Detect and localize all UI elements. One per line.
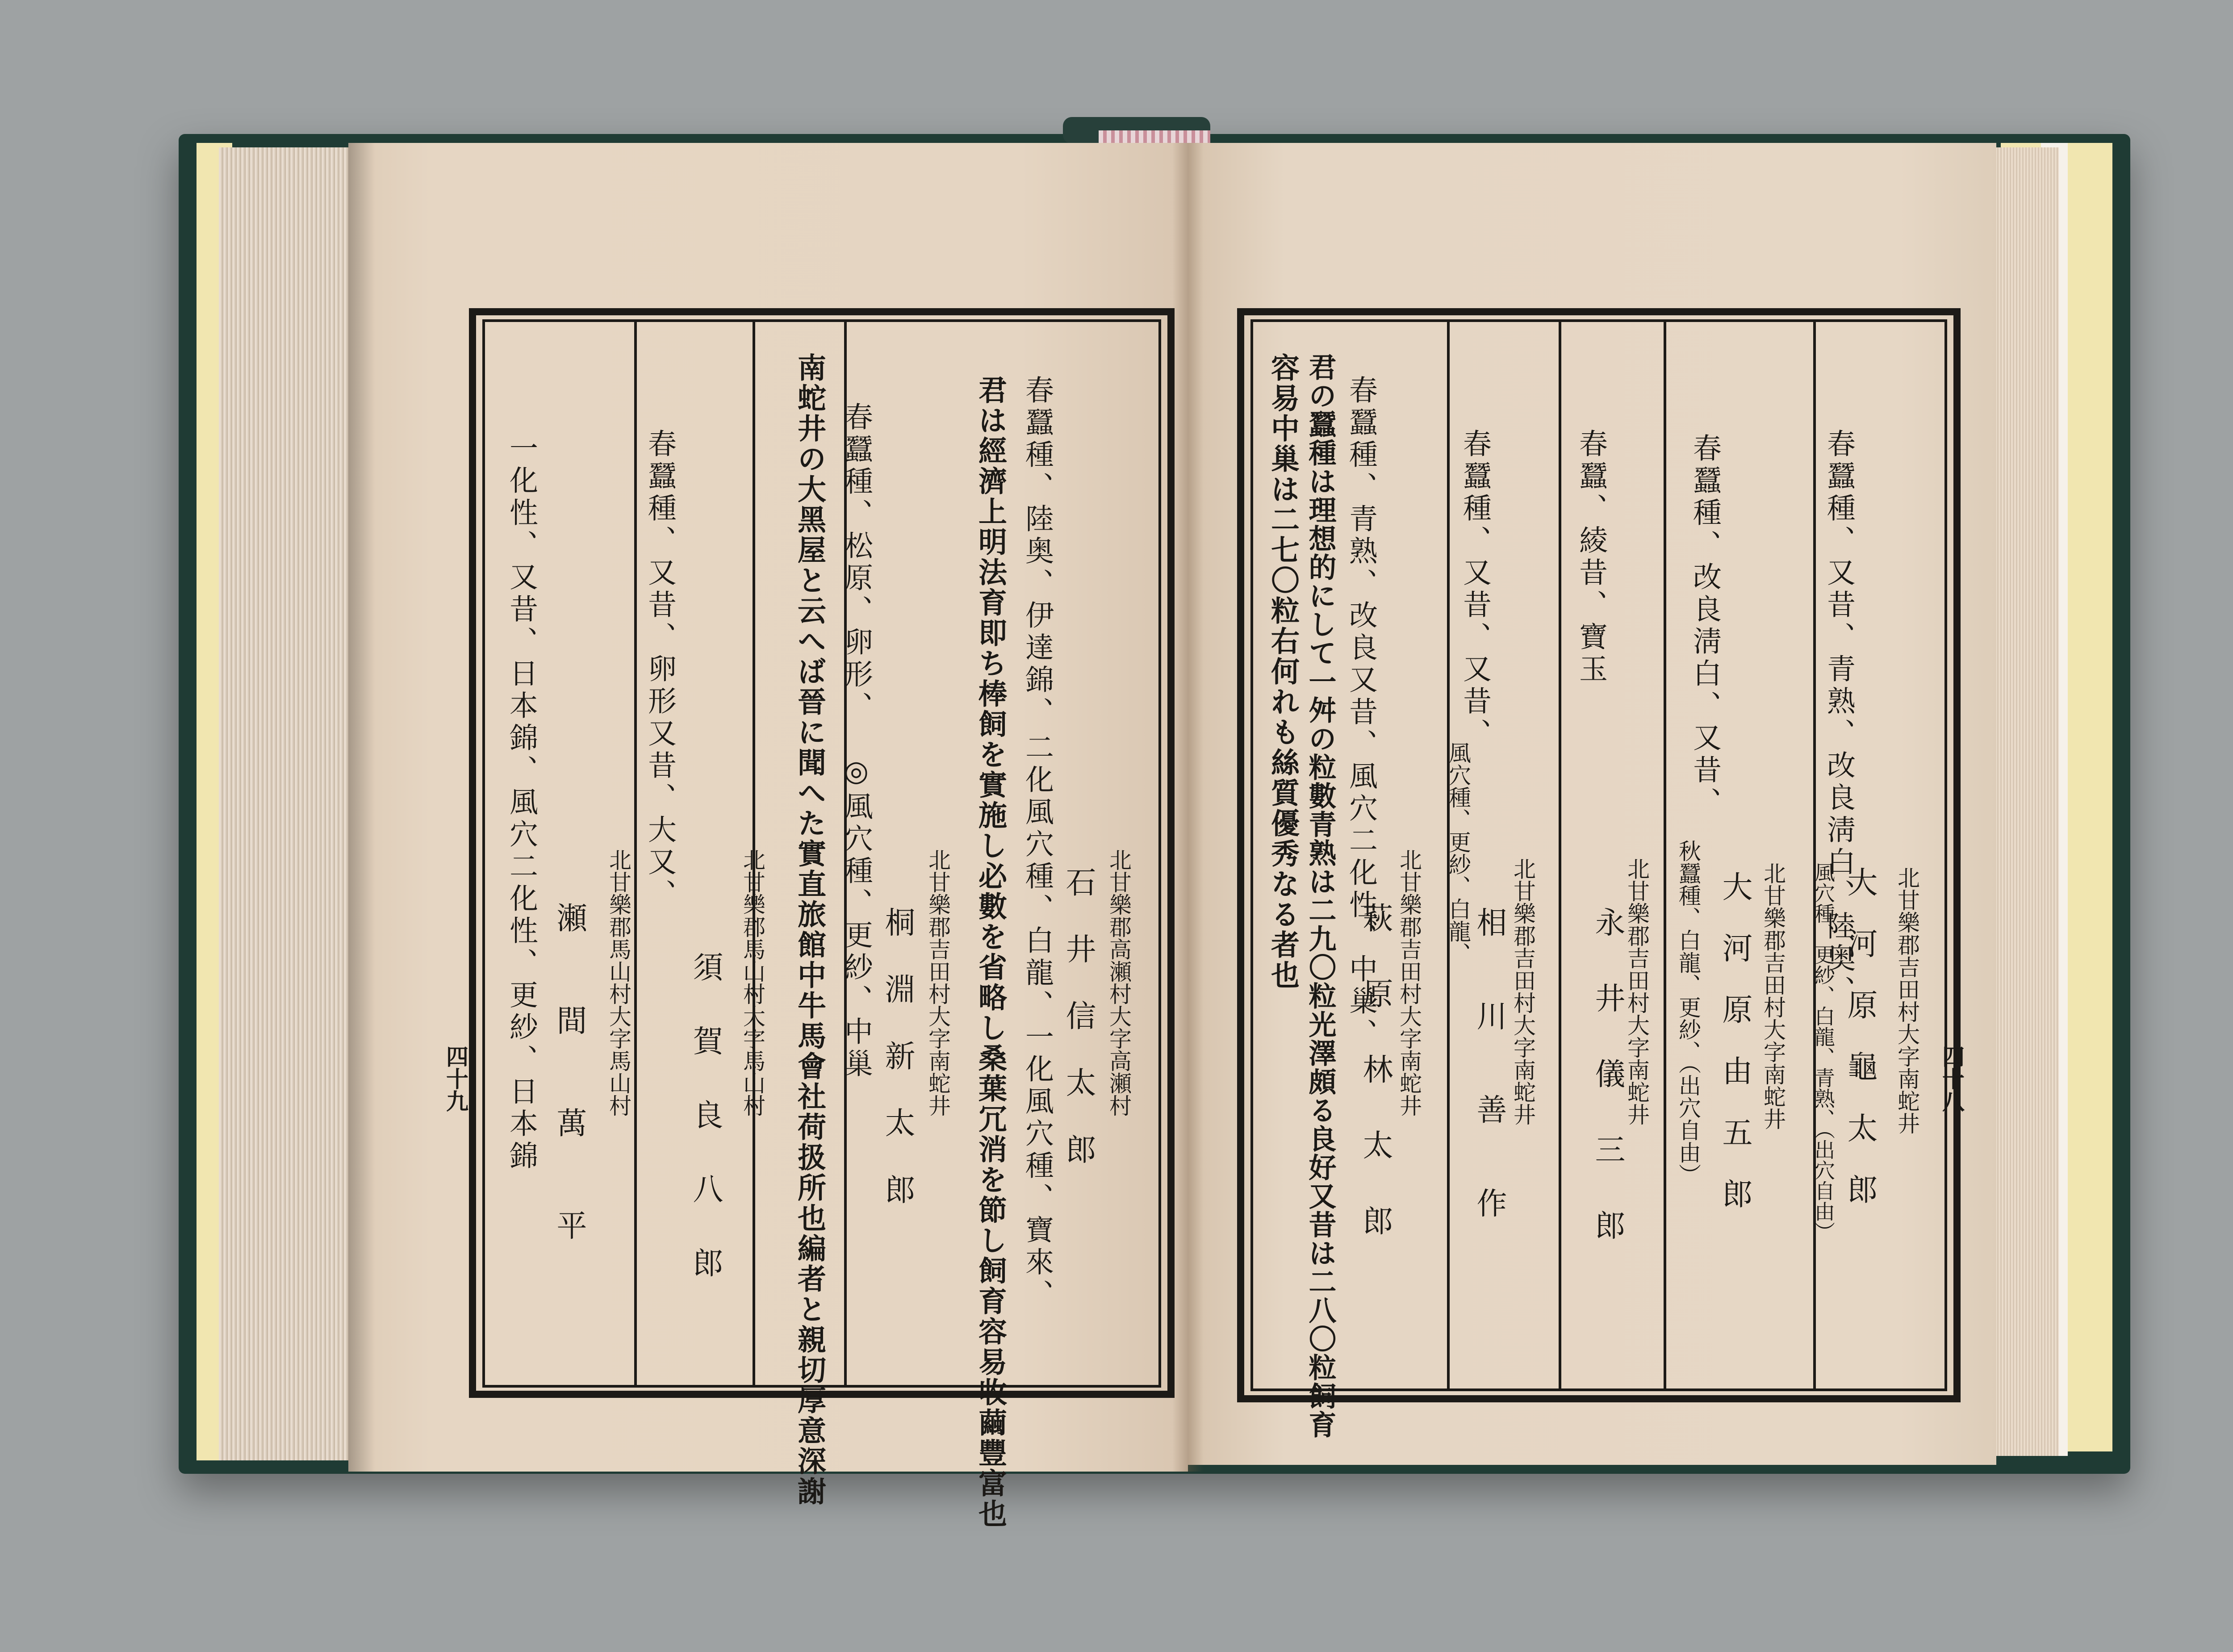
entry-text: 秋蠶種、白龍、更紗、（出穴自由） — [1675, 840, 1701, 1186]
column-rule — [1664, 322, 1666, 1389]
entry-address: 北甘樂郡吉田村大字南蛇井 — [1510, 857, 1536, 1125]
page-edge-shadow — [348, 143, 375, 1472]
entry-name: 桐 淵 新 太 郎 — [880, 907, 915, 1218]
entry-text: 容易中巢は二七〇粒右何れも絲質優秀なる者也 — [1266, 353, 1300, 991]
entry-name: 相 川 善 作 — [1472, 907, 1507, 1245]
entry-text: 春蠶種、又昔、卵形又昔、大又、 — [643, 429, 676, 911]
entry-text: 二化風穴種、白龍、一化風穴種、寶來、 — [1020, 732, 1054, 1311]
entry-text: 春蠶種、青熟、改良又昔、風穴二化性、中巢、 — [1344, 375, 1377, 1050]
entry-text: 春蠶種、又昔、又昔、 — [1458, 429, 1491, 750]
page-number: 四十八 — [1939, 1045, 1965, 1112]
left-page-edges — [219, 147, 353, 1460]
entry-text: 春蠶種、又昔、青熟、改良淸白、陸奥、 — [1822, 429, 1855, 1008]
entry-address: 北甘樂郡吉田村大字南蛇井 — [1396, 849, 1422, 1117]
entry-text: 春蠶種、陸奥、伊達錦、 — [1020, 375, 1054, 729]
entry-address: 北甘樂郡吉田村大字南蛇井 — [1894, 866, 1920, 1134]
entry-name: 萩 原 林 太 郎 — [1358, 902, 1393, 1254]
entry-text: 春蠶種、松原、卵形、 — [840, 402, 873, 724]
entry-address: 北甘樂郡吉田村大字南蛇井 — [925, 849, 951, 1117]
entry-address: 北甘樂郡高瀬村大字高瀬村 — [1106, 849, 1132, 1117]
entry-name: 瀬 間 萬 平 — [552, 902, 587, 1271]
entry-address: 北甘樂郡吉田村大字南蛇井 — [1760, 862, 1786, 1130]
entry-text: 君の蠶種は理想的にして一舛の粒數青熟は二九〇粒光澤頗る良好又昔は二八〇粒飼育 — [1304, 353, 1337, 1439]
entry-text: 春蠶種、改良淸白、又昔、 — [1688, 433, 1721, 819]
gutter-shadow — [1172, 143, 1204, 1472]
entry-text: 南蛇井の大黑屋と云へば晉に聞へた實直旅館中牛馬會社荷扱所也編者と親切厚意深謝 — [793, 353, 826, 1507]
column-rule — [1559, 322, 1561, 1389]
entry-name: 永 井 儀 三 郎 — [1590, 907, 1625, 1258]
entry-name: 大 河 原 龜 太 郎 — [1842, 866, 1878, 1215]
entry-text: 君は經濟上明法育即ち棒飼を實施し必數を省略し桑葉冗消を節し飼育容易收繭豐富也 — [974, 375, 1007, 1529]
entry-address: 北甘樂郡吉田村大字南蛇井 — [1624, 857, 1650, 1125]
column-rule — [634, 322, 637, 1387]
entry-address: 北甘樂郡馬山村大字馬山村 — [606, 849, 631, 1117]
entry-text: 一化性、又昔、日本錦、風穴二化性、更紗、日本錦 — [505, 433, 538, 1173]
entry-text: ◎風穴種、更紗、中巢 — [840, 755, 873, 1081]
entry-address: 北甘樂郡馬山村大字馬山村 — [740, 849, 765, 1117]
entry-name: 大 河 原 由 五 郎 — [1717, 871, 1752, 1220]
headband — [1099, 130, 1210, 144]
page-number: 四十九 — [443, 1045, 469, 1112]
entry-name: 石 井 信 太 郎 — [1061, 866, 1096, 1178]
entry-text: 風穴種、更紗、白龍、青熟、（出穴自由） — [1811, 862, 1836, 1242]
entry-text: 春蠶、綾昔、寶玉 — [1574, 429, 1607, 686]
entry-text: 風穴種、更紗、白龍、 — [1445, 741, 1471, 965]
entry-name: 須 賀 良 八 郎 — [688, 951, 723, 1295]
